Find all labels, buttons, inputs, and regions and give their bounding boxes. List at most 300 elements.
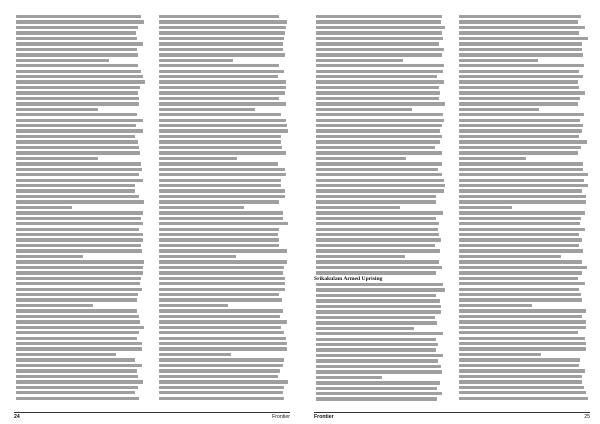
text-line bbox=[16, 102, 145, 105]
text-line bbox=[459, 326, 588, 329]
text-line bbox=[459, 168, 588, 171]
text-line bbox=[16, 364, 145, 367]
text-line bbox=[16, 108, 145, 111]
text-line bbox=[459, 37, 588, 40]
text-line bbox=[16, 140, 145, 143]
text-line bbox=[459, 91, 588, 94]
right-col-1-text bbox=[314, 14, 447, 276]
text-line bbox=[16, 80, 145, 83]
text-line bbox=[16, 200, 145, 203]
text-line bbox=[16, 173, 145, 176]
text-line bbox=[16, 75, 145, 78]
text-line bbox=[316, 124, 445, 127]
text-line bbox=[159, 37, 288, 40]
text-line bbox=[159, 298, 288, 301]
text-line bbox=[459, 228, 588, 231]
text-line bbox=[316, 189, 445, 192]
text-line bbox=[316, 359, 445, 362]
text-line bbox=[316, 162, 445, 165]
text-line bbox=[159, 277, 288, 280]
text-line bbox=[316, 195, 445, 198]
text-line bbox=[316, 305, 445, 308]
text-line bbox=[16, 293, 145, 296]
text-line bbox=[16, 26, 145, 29]
text-line bbox=[16, 37, 145, 40]
text-line bbox=[16, 326, 145, 329]
text-line bbox=[16, 179, 145, 182]
text-line bbox=[159, 228, 288, 231]
text-line bbox=[459, 233, 588, 236]
text-line bbox=[16, 206, 145, 209]
text-line bbox=[316, 31, 445, 34]
text-line bbox=[316, 113, 445, 116]
text-line bbox=[159, 315, 288, 318]
text-line bbox=[459, 162, 588, 165]
text-line bbox=[459, 80, 588, 83]
text-line bbox=[459, 173, 588, 176]
text-line bbox=[159, 48, 288, 51]
text-line bbox=[16, 238, 145, 241]
text-line bbox=[159, 15, 288, 18]
text-line bbox=[316, 283, 445, 286]
text-line bbox=[316, 260, 445, 263]
text-line bbox=[316, 42, 445, 45]
text-line bbox=[159, 75, 288, 78]
text-line bbox=[316, 299, 445, 302]
text-line bbox=[316, 86, 445, 89]
text-line bbox=[459, 337, 588, 340]
text-line bbox=[316, 332, 445, 335]
text-line bbox=[16, 15, 145, 18]
text-line bbox=[16, 233, 145, 236]
text-line bbox=[316, 321, 445, 324]
text-line bbox=[16, 31, 145, 34]
left-col-1 bbox=[14, 14, 147, 412]
left-columns bbox=[14, 14, 290, 412]
text-line bbox=[16, 304, 145, 307]
right-page bbox=[300, 0, 600, 424]
text-line bbox=[316, 80, 445, 83]
text-line bbox=[16, 375, 145, 378]
text-line bbox=[16, 91, 145, 94]
text-line bbox=[459, 20, 588, 23]
text-line bbox=[16, 244, 145, 247]
text-line bbox=[16, 347, 145, 350]
right-col-1 bbox=[314, 14, 447, 412]
text-line bbox=[316, 140, 445, 143]
text-line bbox=[459, 238, 588, 241]
text-line bbox=[16, 228, 145, 231]
text-line bbox=[459, 53, 588, 56]
text-line bbox=[459, 397, 588, 400]
right-col-2 bbox=[457, 14, 590, 412]
text-line bbox=[459, 260, 588, 263]
text-line bbox=[459, 86, 588, 89]
text-line bbox=[459, 369, 588, 372]
left-col-2 bbox=[157, 14, 290, 412]
text-line bbox=[459, 364, 588, 367]
text-line bbox=[459, 140, 588, 143]
text-line bbox=[159, 217, 288, 220]
text-line bbox=[459, 15, 588, 18]
text-line bbox=[459, 184, 588, 187]
text-line bbox=[16, 309, 145, 312]
text-line bbox=[316, 26, 445, 29]
text-line bbox=[459, 309, 588, 312]
text-line bbox=[159, 70, 288, 73]
text-line bbox=[316, 135, 445, 138]
text-line bbox=[16, 184, 145, 187]
text-line bbox=[316, 119, 445, 122]
text-line bbox=[459, 26, 588, 29]
text-line bbox=[459, 189, 588, 192]
text-line bbox=[459, 129, 588, 132]
text-line bbox=[16, 211, 145, 214]
text-line bbox=[16, 189, 145, 192]
text-line bbox=[316, 53, 445, 56]
text-line bbox=[16, 342, 145, 345]
text-line bbox=[16, 271, 145, 274]
text-line bbox=[459, 249, 588, 252]
text-line bbox=[16, 315, 145, 318]
text-line bbox=[159, 255, 288, 258]
text-line bbox=[16, 391, 145, 394]
text-line bbox=[159, 119, 288, 122]
text-line bbox=[316, 238, 445, 241]
text-line bbox=[159, 20, 288, 23]
journal-name: Frontier bbox=[272, 414, 290, 420]
text-line bbox=[316, 70, 445, 73]
text-line bbox=[316, 108, 445, 111]
text-line bbox=[16, 331, 145, 334]
text-line bbox=[16, 288, 145, 291]
text-line bbox=[459, 206, 588, 209]
text-line bbox=[159, 26, 288, 29]
text-line bbox=[316, 211, 445, 214]
text-line bbox=[459, 157, 588, 160]
text-line bbox=[159, 320, 288, 323]
text-line bbox=[316, 288, 445, 291]
text-line bbox=[459, 200, 588, 203]
text-line bbox=[159, 293, 288, 296]
text-line bbox=[16, 113, 145, 116]
text-line bbox=[159, 238, 288, 241]
text-line bbox=[159, 168, 288, 171]
text-line bbox=[316, 20, 445, 23]
text-line bbox=[459, 304, 588, 307]
text-line bbox=[16, 195, 145, 198]
text-line bbox=[459, 102, 588, 105]
text-line bbox=[316, 370, 445, 373]
text-line bbox=[316, 206, 445, 209]
text-line bbox=[459, 277, 588, 280]
text-line bbox=[16, 86, 145, 89]
text-line bbox=[459, 342, 588, 345]
text-line bbox=[16, 20, 145, 23]
text-line bbox=[459, 315, 588, 318]
text-line bbox=[459, 211, 588, 214]
text-line bbox=[316, 184, 445, 187]
text-line bbox=[16, 255, 145, 258]
text-line bbox=[316, 102, 445, 105]
text-line bbox=[316, 294, 445, 297]
text-line bbox=[16, 249, 145, 252]
text-line bbox=[316, 387, 445, 390]
text-line bbox=[16, 157, 145, 160]
text-line bbox=[16, 369, 145, 372]
text-line bbox=[459, 119, 588, 122]
text-line bbox=[16, 48, 145, 51]
text-line bbox=[459, 288, 588, 291]
text-line bbox=[316, 348, 445, 351]
text-line bbox=[159, 288, 288, 291]
text-line bbox=[459, 75, 588, 78]
text-line bbox=[316, 228, 445, 231]
text-line bbox=[459, 347, 588, 350]
text-line bbox=[459, 331, 588, 334]
text-line bbox=[16, 353, 145, 356]
text-line bbox=[459, 255, 588, 258]
text-line bbox=[159, 375, 288, 378]
text-line bbox=[159, 200, 288, 203]
text-line bbox=[316, 168, 445, 171]
text-line bbox=[16, 282, 145, 285]
text-line bbox=[16, 59, 145, 62]
text-line bbox=[16, 124, 145, 127]
text-line bbox=[16, 146, 145, 149]
text-line bbox=[316, 255, 445, 258]
text-line bbox=[159, 266, 288, 269]
text-line bbox=[159, 64, 288, 67]
text-line bbox=[316, 157, 445, 160]
text-line bbox=[316, 338, 445, 341]
text-line bbox=[316, 48, 445, 51]
text-line bbox=[316, 249, 445, 252]
text-line bbox=[159, 80, 288, 83]
text-line bbox=[16, 337, 145, 340]
text-line bbox=[159, 91, 288, 94]
text-line bbox=[459, 135, 588, 138]
text-line bbox=[159, 391, 288, 394]
text-line bbox=[159, 129, 288, 132]
text-line bbox=[159, 260, 288, 263]
text-line bbox=[459, 375, 588, 378]
text-line bbox=[316, 200, 445, 203]
text-line bbox=[16, 222, 145, 225]
text-line bbox=[459, 358, 588, 361]
text-line bbox=[159, 59, 288, 62]
text-line bbox=[459, 59, 588, 62]
text-line bbox=[159, 86, 288, 89]
text-line bbox=[16, 42, 145, 45]
text-line bbox=[159, 151, 288, 154]
text-line bbox=[316, 392, 445, 395]
text-line bbox=[316, 327, 445, 330]
left-col-1-text bbox=[14, 14, 147, 401]
text-line bbox=[159, 342, 288, 345]
text-line bbox=[159, 53, 288, 56]
text-line bbox=[159, 211, 288, 214]
text-line bbox=[16, 260, 145, 263]
text-line bbox=[459, 271, 588, 274]
text-line bbox=[159, 386, 288, 389]
text-line bbox=[316, 266, 445, 269]
text-line bbox=[316, 233, 445, 236]
right-col-2-text bbox=[457, 14, 590, 401]
text-line bbox=[159, 249, 288, 252]
text-line bbox=[159, 282, 288, 285]
text-line bbox=[159, 271, 288, 274]
left-col-2-text bbox=[157, 14, 290, 401]
text-line bbox=[316, 173, 445, 176]
text-line bbox=[159, 162, 288, 165]
text-line bbox=[159, 184, 288, 187]
text-line bbox=[459, 320, 588, 323]
text-line bbox=[16, 64, 145, 67]
text-line bbox=[316, 64, 445, 67]
text-line bbox=[316, 59, 445, 62]
text-line bbox=[159, 173, 288, 176]
text-line bbox=[316, 365, 445, 368]
text-line bbox=[459, 195, 588, 198]
text-line bbox=[316, 179, 445, 182]
text-line bbox=[316, 129, 445, 132]
text-line bbox=[459, 217, 588, 220]
text-line bbox=[459, 64, 588, 67]
text-line bbox=[159, 364, 288, 367]
text-line bbox=[159, 331, 288, 334]
text-line bbox=[459, 222, 588, 225]
text-line bbox=[16, 266, 145, 269]
text-line bbox=[16, 70, 145, 73]
text-line bbox=[159, 206, 288, 209]
text-line bbox=[316, 244, 445, 247]
right-columns bbox=[314, 14, 590, 412]
text-line bbox=[316, 222, 445, 225]
text-line bbox=[459, 97, 588, 100]
text-line bbox=[159, 353, 288, 356]
text-line bbox=[459, 298, 588, 301]
text-line bbox=[316, 151, 445, 154]
text-line bbox=[16, 129, 145, 132]
text-line bbox=[459, 391, 588, 394]
right-col-1-text-below bbox=[314, 282, 447, 402]
text-line bbox=[159, 189, 288, 192]
text-line bbox=[459, 31, 588, 34]
text-line bbox=[16, 397, 145, 400]
text-line bbox=[159, 244, 288, 247]
text-line bbox=[316, 343, 445, 346]
text-line bbox=[459, 108, 588, 111]
left-footer bbox=[14, 412, 290, 422]
text-line bbox=[16, 53, 145, 56]
text-line bbox=[159, 347, 288, 350]
text-line bbox=[159, 380, 288, 383]
text-line bbox=[459, 146, 588, 149]
text-line bbox=[159, 195, 288, 198]
text-line bbox=[459, 151, 588, 154]
text-line bbox=[159, 135, 288, 138]
text-line bbox=[459, 386, 588, 389]
text-line bbox=[159, 326, 288, 329]
text-line bbox=[16, 386, 145, 389]
text-line bbox=[316, 271, 445, 274]
text-line bbox=[459, 293, 588, 296]
text-line bbox=[459, 48, 588, 51]
text-line bbox=[16, 320, 145, 323]
text-line bbox=[159, 304, 288, 307]
text-line bbox=[159, 124, 288, 127]
page-number: 25 bbox=[584, 414, 590, 420]
text-line bbox=[159, 222, 288, 225]
text-line bbox=[316, 381, 445, 384]
text-line bbox=[459, 179, 588, 182]
text-line bbox=[16, 277, 145, 280]
text-line bbox=[459, 70, 588, 73]
text-line bbox=[316, 15, 445, 18]
text-line bbox=[16, 358, 145, 361]
text-line bbox=[16, 380, 145, 383]
text-line bbox=[159, 42, 288, 45]
text-line bbox=[316, 146, 445, 149]
text-line bbox=[159, 369, 288, 372]
text-line bbox=[159, 358, 288, 361]
text-line bbox=[316, 376, 445, 379]
text-line bbox=[159, 31, 288, 34]
text-line bbox=[159, 179, 288, 182]
text-line bbox=[459, 353, 588, 356]
text-line bbox=[16, 168, 145, 171]
text-line bbox=[459, 42, 588, 45]
text-line bbox=[316, 91, 445, 94]
text-line bbox=[459, 124, 588, 127]
right-footer bbox=[314, 412, 590, 422]
text-line bbox=[159, 146, 288, 149]
text-line bbox=[16, 97, 145, 100]
text-line bbox=[159, 309, 288, 312]
text-line bbox=[16, 119, 145, 122]
text-line bbox=[159, 108, 288, 111]
text-line bbox=[316, 316, 445, 319]
text-line bbox=[159, 97, 288, 100]
journal-name: Frontier bbox=[314, 414, 334, 420]
text-line bbox=[159, 113, 288, 116]
text-line bbox=[459, 113, 588, 116]
text-line bbox=[316, 97, 445, 100]
text-line bbox=[316, 75, 445, 78]
text-line bbox=[159, 337, 288, 340]
text-line bbox=[16, 135, 145, 138]
text-line bbox=[316, 354, 445, 357]
text-line bbox=[316, 37, 445, 40]
text-line bbox=[16, 151, 145, 154]
text-line bbox=[459, 244, 588, 247]
text-line bbox=[159, 233, 288, 236]
text-line bbox=[159, 102, 288, 105]
text-line bbox=[316, 217, 445, 220]
text-line bbox=[159, 140, 288, 143]
text-line bbox=[459, 380, 588, 383]
page-number: 24 bbox=[14, 414, 20, 420]
text-line bbox=[316, 310, 445, 313]
section-heading: Srikakulam Armed Uprising bbox=[314, 275, 383, 282]
text-line bbox=[459, 266, 588, 269]
text-line bbox=[159, 157, 288, 160]
text-line bbox=[16, 298, 145, 301]
text-line bbox=[16, 217, 145, 220]
text-line bbox=[459, 282, 588, 285]
text-line bbox=[159, 397, 288, 400]
